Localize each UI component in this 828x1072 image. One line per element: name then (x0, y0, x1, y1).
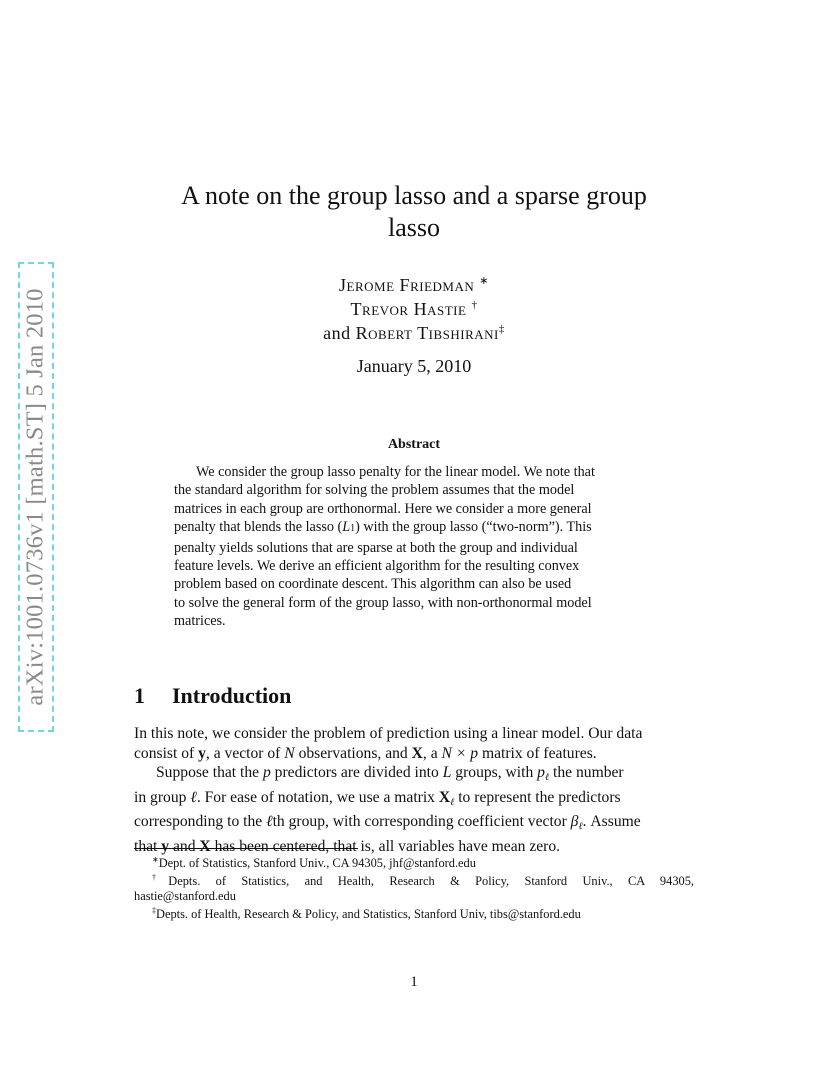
section-title: Introduction (172, 683, 292, 708)
footnote-1-mark: ∗ (152, 855, 159, 864)
text-run: in group (134, 788, 191, 806)
arxiv-id: arXiv:1001.0736v1 [math.ST] 5 Jan 2010 (22, 288, 49, 706)
text-run: observations, and (294, 744, 412, 762)
text-run: . For ease of notation, we use a matrix (196, 788, 439, 806)
abstract-line: problem based on coordinate descent. This algorithm can also be used (174, 576, 572, 593)
author-2-footnote-mark: † (471, 299, 478, 311)
math-subscript: 1 (350, 523, 356, 535)
author-2-name: Trevor Hastie (350, 299, 467, 319)
math-N-times-p: N × p (441, 744, 479, 762)
author-1-name: Jerome Friedman (339, 275, 475, 295)
footnote-3-text: Depts. of Health, Research & Policy, and Statistics, Stanford Univ, tibs@stanford.edu (156, 907, 581, 922)
body-line: In this note, we consider the problem of prediction using a linear model. Our data (134, 725, 643, 742)
math-X: X (199, 837, 211, 855)
text-run: the number (549, 764, 624, 782)
author-3-name: Robert Tibshirani (355, 323, 499, 343)
math-subscript-ell: ℓ (578, 821, 583, 833)
author-1-footnote-mark: ∗ (479, 275, 489, 287)
author-3-footnote-mark: ‡ (498, 323, 505, 335)
abstract-line: the standard algorithm for solving the problem assumes that the model (174, 482, 575, 499)
math-X-ell: X (438, 788, 451, 806)
math-subscript-ell: ℓ (450, 796, 455, 808)
math-p: p (262, 764, 271, 782)
text-run: that (134, 837, 162, 855)
author-2 (200, 294, 628, 320)
footnote-3-mark: ‡ (152, 906, 156, 915)
math-ell: ℓ (190, 788, 197, 806)
math-L: L (342, 519, 351, 536)
abstract-line: to solve the general form of the group lasso, with non-orthonormal model (174, 594, 592, 611)
math-p-ell: p (537, 764, 545, 782)
footnote-2-line-1 (134, 870, 694, 889)
text-run: groups, with (451, 764, 538, 782)
title-line-2: lasso (388, 213, 440, 242)
footnote-1 (134, 852, 694, 871)
text-run: Suppose that the (156, 764, 263, 782)
text-run: predictors are divided into (270, 764, 443, 782)
math-L: L (442, 764, 452, 782)
footnote-2-text: Depts. of Statistics, and Health, Research & Policy, Stanford Univ., CA 94305, (168, 874, 694, 889)
text-run: . Assume (582, 813, 641, 831)
math-N: N (284, 744, 295, 762)
text-run: and (169, 837, 200, 855)
intro-paragraphs (134, 724, 694, 857)
text-run: corresponding to the (134, 813, 267, 831)
abstract-line: matrices in each group are orthonormal. Here we consider a more general (174, 500, 592, 517)
abstract-line: feature levels. We derive an efficient algorithm for the resulting convex (174, 558, 580, 575)
footnote-2 (134, 870, 694, 905)
footnote-1-text: Dept. of Statistics, Stanford Univ., CA 94305, jhf@stanford.edu (158, 856, 476, 871)
body-line (134, 812, 694, 837)
math-y: y (161, 837, 170, 855)
text-run: , a vector of (205, 744, 285, 762)
math-y: y (198, 744, 206, 762)
math-beta-ell: β (570, 813, 579, 831)
title-line-1: A note on the group lasso and a sparse group (181, 181, 647, 210)
body-line (134, 788, 694, 813)
text-run: has been centered, that is, all variables have mean zero. (210, 837, 561, 855)
section-heading (134, 683, 291, 709)
author-3 (200, 318, 628, 344)
abstract-line: matrices. (174, 613, 226, 630)
section-number: 1 (134, 683, 145, 708)
text-run: ) with the group lasso (“two-norm”). This (355, 519, 592, 536)
math-subscript-ell: ℓ (544, 772, 550, 784)
footnote-rule (134, 848, 358, 849)
paper-date: January 5, 2010 (356, 356, 472, 376)
text-run: matrix of features. (478, 744, 597, 762)
body-line (134, 744, 694, 764)
footnote-2-line-2: hastie@stanford.edu (134, 889, 236, 904)
body-line (134, 763, 694, 788)
author-1 (200, 270, 628, 296)
page-number: 1 (410, 974, 418, 990)
text-run: penalty that blends the lasso ( (174, 519, 343, 536)
author-and: and (323, 323, 351, 343)
abstract-line: penalty yields solutions that are sparse at both the group and individual (174, 539, 578, 556)
math-X: X (411, 744, 423, 762)
abstract-heading: Abstract (387, 437, 441, 452)
text-run: , a (422, 744, 442, 762)
abstract-text (174, 463, 655, 631)
text-run: to represent the predictors (454, 788, 621, 806)
arxiv-stamp (18, 262, 54, 732)
abstract-line (174, 518, 655, 538)
math-ell: ℓ (266, 813, 273, 831)
text-run: consist of (134, 744, 199, 762)
paper-title (130, 180, 698, 244)
footnote-2-mark: † (152, 873, 169, 882)
footnote-3 (134, 903, 694, 922)
text-run: th group, with corresponding coefficient vector (272, 813, 571, 831)
abstract-line: We consider the group lasso penalty for the linear model. We note that (196, 464, 595, 480)
